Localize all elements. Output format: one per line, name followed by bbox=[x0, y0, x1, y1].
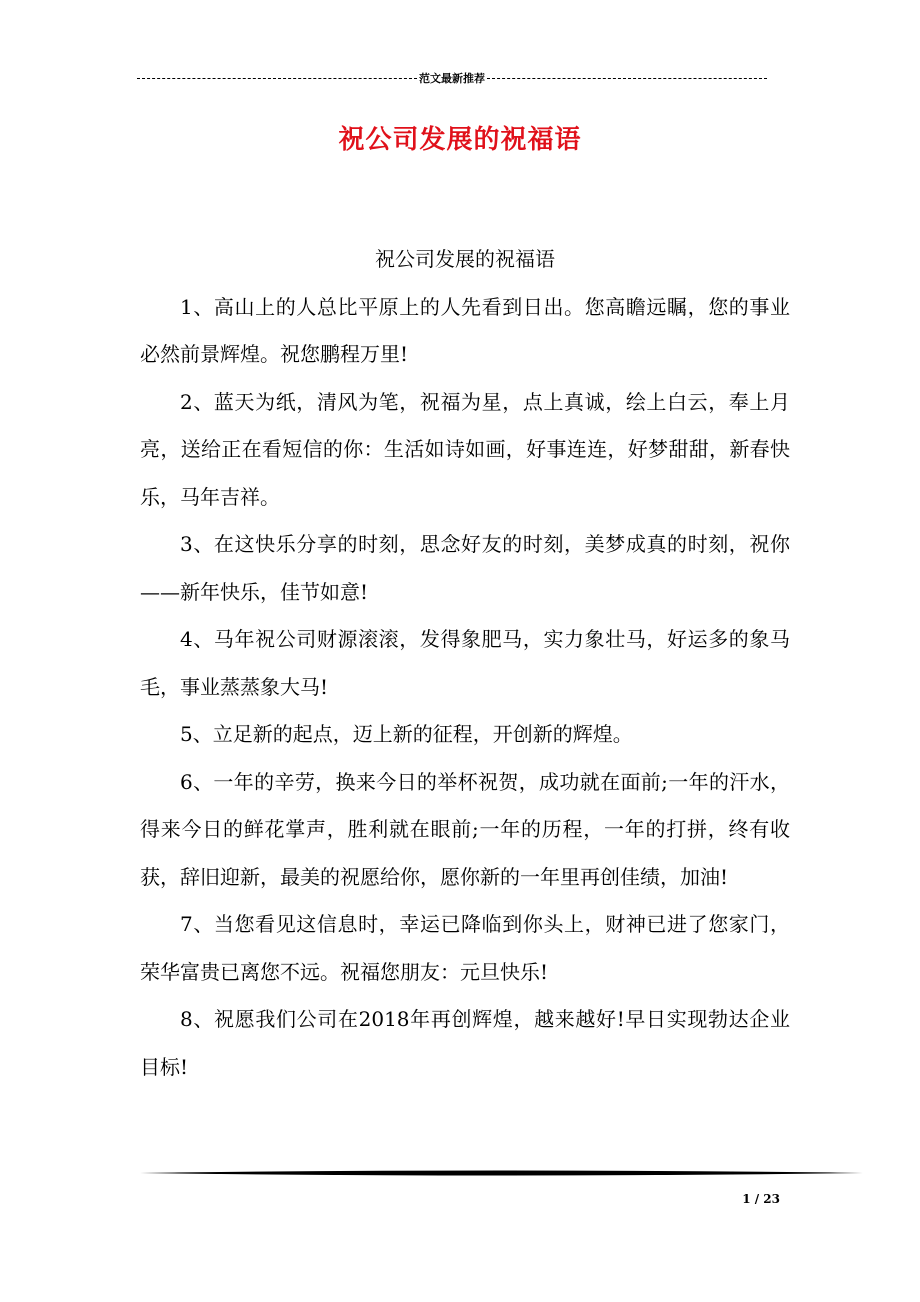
paragraph-8: 8、祝愿我们公司在2018年再创辉煌，越来越好!早日实现勃达企业目标! bbox=[140, 1007, 790, 1079]
page-number: 1 / 23 bbox=[742, 1192, 780, 1206]
header-dash-right bbox=[487, 78, 767, 79]
paragraph-1: 1、高山上的人总比平原上的人先看到日出。您高瞻远瞩，您的事业必然前景辉煌。祝您鹏程万里! bbox=[140, 294, 790, 366]
paragraph-7: 7、当您看见这信息时，幸运已降临到你头上，财神已进了您家门，荣华富贵已离您不远。祝福您朋友：元旦快乐! bbox=[140, 912, 790, 984]
paragraph-3: 3、在这快乐分享的时刻，思念好友的时刻，美梦成真的时刻，祝你——新年快乐，佳节如意! bbox=[140, 532, 790, 604]
header-dash-left bbox=[137, 78, 417, 79]
document-subtitle: 祝公司发展的祝福语 bbox=[375, 247, 555, 271]
paragraph-6: 6、一年的辛劳，换来今日的举杯祝贺，成功就在面前;一年的汗水，得来今日的鲜花掌声，胜利就在眼前;一年的历程，一年的打拼，终有收获，辞旧迎新，最美的祝愿给你，愿你新的一年里再创佳绩，加油! bbox=[140, 769, 790, 889]
header-text: 范文最新推荐 bbox=[419, 72, 485, 85]
paragraph-2: 2、蓝天为纸，清风为笔，祝福为星，点上真诚，绘上白云，奉上月亮，送给正在看短信的你：生活如诗如画，好事连连，好梦甜甜，新春快乐，马年吉祥。 bbox=[140, 389, 790, 509]
page-header bbox=[137, 68, 767, 88]
paragraph-4: 4、马年祝公司财源滚滚，发得象肥马，实力象壮马，好运多的象马毛，事业蒸蒸象大马! bbox=[140, 627, 790, 699]
document-title: 祝公司发展的祝福语 bbox=[338, 125, 582, 155]
footer-rule bbox=[140, 1169, 863, 1177]
document-body bbox=[140, 236, 790, 1091]
paragraph-5: 5、立足新的起点，迈上新的征程，开创新的辉煌。 bbox=[180, 722, 633, 746]
